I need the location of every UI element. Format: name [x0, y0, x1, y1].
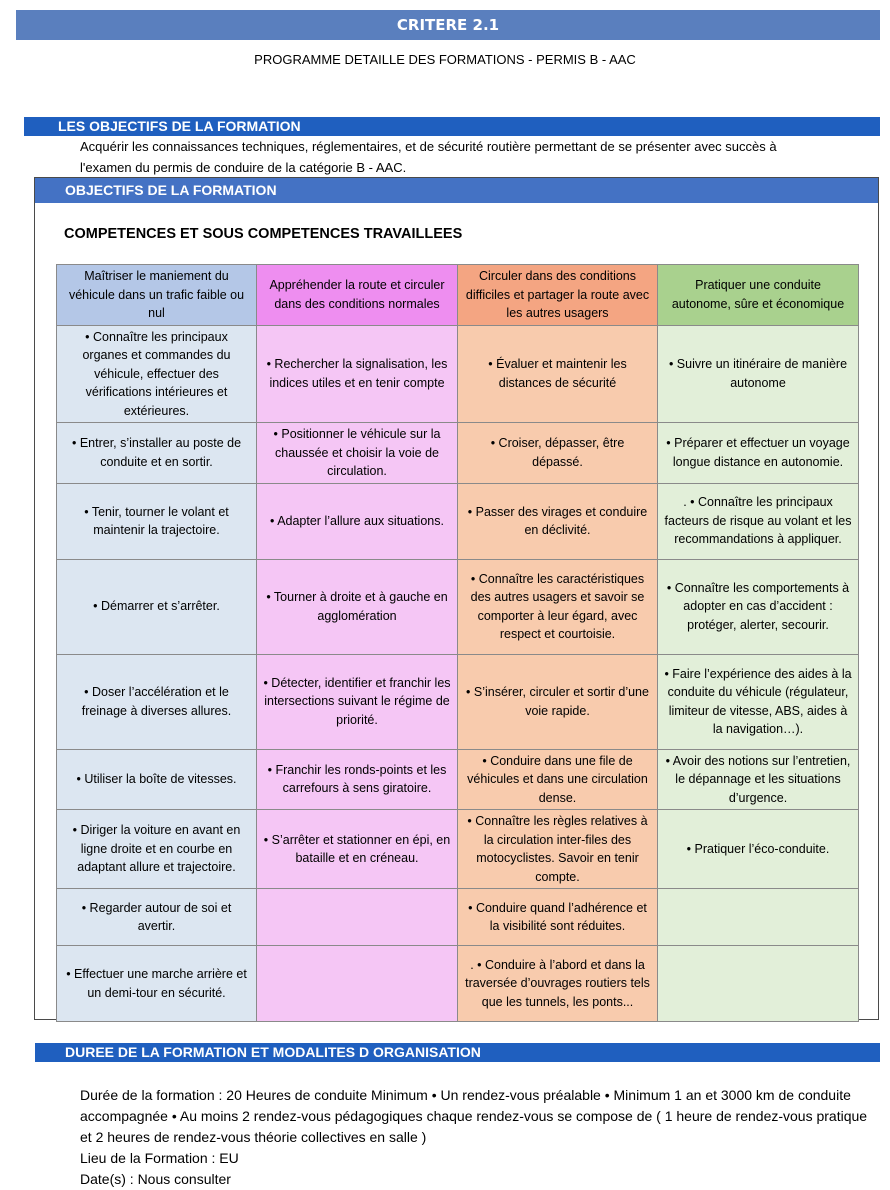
- table-row: [57, 325, 859, 423]
- table-cell: . • Conduire à l’abord et dans la traversée d’ouvrages routiers tels que les tunnels, les ponts...: [458, 946, 658, 1022]
- table-cell: • Regarder autour de soi et avertir.: [57, 889, 257, 946]
- table-cell: • S’insérer, circuler et sortir d’une voie rapide.: [458, 654, 658, 749]
- table-row: [57, 423, 859, 484]
- table-cell: • Positionner le véhicule sur la chaussée et choisir la voie de circulation.: [257, 423, 458, 484]
- table-cell: • Effectuer une marche arrière et un demi-tour en sécurité.: [57, 946, 257, 1022]
- duree-section-title: DUREE DE LA FORMATION ET MODALITES D ORGANISATION: [35, 1043, 880, 1062]
- table-cell: • Adapter l’allure aux situations.: [257, 483, 458, 559]
- table-cell: • Préparer et effectuer un voyage longue distance en autonomie.: [658, 423, 859, 484]
- table-cell: • Tenir, tourner le volant et maintenir la trajectoire.: [57, 483, 257, 559]
- lieu-text: Lieu de la Formation : EU: [80, 1150, 239, 1166]
- table-cell: • Croiser, dépasser, être dépassé.: [458, 423, 658, 484]
- table-cell: • Faire l’expérience des aides à la conduite du véhicule (régulateur, limiteur de vitesse, ABS, aides à la navigation…).: [658, 654, 859, 749]
- formation-box-title: OBJECTIFS DE LA FORMATION: [35, 178, 878, 203]
- table-cell: • S’arrêter et stationner en épi, en bataille et en créneau.: [257, 810, 458, 889]
- table-row: [57, 654, 859, 749]
- table-cell: • Utiliser la boîte de vitesses.: [57, 749, 257, 810]
- table-cell: • Rechercher la signalisation, les indices utiles et en tenir compte: [257, 325, 458, 423]
- table-cell: • Tourner à droite et à gauche en agglomération: [257, 559, 458, 654]
- table-row: [57, 889, 859, 946]
- table-cell: • Pratiquer l’éco-conduite.: [658, 810, 859, 889]
- table-cell: • Conduire quand l’adhérence et la visibilité sont réduites.: [458, 889, 658, 946]
- table-cell: • Suivre un itinéraire de manière autonome: [658, 325, 859, 423]
- objectives-text: Acquérir les connaissances techniques, réglementaires, et de sécurité routière permettant de se présenter avec succès à l'examen du permis de conduire de la catégorie B - AAC.: [80, 139, 777, 175]
- table-row: [57, 483, 859, 559]
- header-cell: Maîtriser le maniement du véhicule dans un trafic faible ou nul: [57, 265, 257, 326]
- table-cell: • Doser l’accélération et le freinage à diverses allures.: [57, 654, 257, 749]
- table-cell: • Diriger la voiture en avant en ligne droite et en courbe en adaptant allure et trajectoire.: [57, 810, 257, 889]
- header-cell: Appréhender la route et circuler dans des conditions normales: [257, 265, 458, 326]
- competences-table: [56, 264, 859, 1022]
- table-cell: • Connaître les règles relatives à la circulation inter-files des motocyclistes. Savoir en tenir compte.: [458, 810, 658, 889]
- table-row: [57, 559, 859, 654]
- duree-section-body: [80, 1085, 870, 1190]
- table-cell: • Franchir les ronds-points et les carrefours à sens giratoire.: [257, 749, 458, 810]
- duree-text: Durée de la formation : 20 Heures de conduite Minimum • Un rendez-vous préalable • Minimum 1 an et 3000 km de conduite accompagnée • Au moins 2 rendez-vous pédagogiques chaque rendez-vous se compose de ( 1 heure de rendez-vous pratique et 2 heures de rendez-vous théorie collectives en salle ): [80, 1087, 868, 1145]
- table-cell: [257, 889, 458, 946]
- dates-text: Date(s) : Nous consulter: [80, 1171, 231, 1187]
- table-row: [57, 810, 859, 889]
- table-header-row: [57, 265, 859, 326]
- table-cell: • Entrer, s’installer au poste de conduite et en sortir.: [57, 423, 257, 484]
- table-row: [57, 749, 859, 810]
- table-cell: • Connaître les principaux organes et commandes du véhicule, effectuer des vérifications intérieures et extérieures.: [57, 325, 257, 423]
- table-row: [57, 946, 859, 1022]
- table-cell: • Passer des virages et conduire en déclivité.: [458, 483, 658, 559]
- table-cell: • Connaître les comportements à adopter en cas d’accident : protéger, alerter, secourir.: [658, 559, 859, 654]
- critere-banner: CRITERE 2.1: [16, 10, 880, 40]
- objectives-section-title: LES OBJECTIFS DE LA FORMATION: [24, 117, 880, 136]
- table-cell: • Démarrer et s’arrêter.: [57, 559, 257, 654]
- table-cell: • Connaître les caractéristiques des autres usagers et savoir se comporter à leur égard, avec respect et courtoisie.: [458, 559, 658, 654]
- page-subtitle: PROGRAMME DETAILLE DES FORMATIONS - PERMIS B - AAC: [254, 52, 636, 67]
- table-cell: • Détecter, identifier et franchir les intersections suivant le régime de priorité.: [257, 654, 458, 749]
- competences-title: COMPETENCES ET SOUS COMPETENCES TRAVAILLEES: [64, 226, 463, 242]
- table-cell: [658, 946, 859, 1022]
- table-cell: [257, 946, 458, 1022]
- header-cell: Pratiquer une conduite autonome, sûre et économique: [658, 265, 859, 326]
- table-cell: [658, 889, 859, 946]
- table-cell: • Évaluer et maintenir les distances de sécurité: [458, 325, 658, 423]
- table-cell: • Conduire dans une file de véhicules et dans une circulation dense.: [458, 749, 658, 810]
- table-cell: . • Connaître les principaux facteurs de risque au volant et les recommandations à appliquer.: [658, 483, 859, 559]
- header-cell: Circuler dans des conditions difficiles et partager la route avec les autres usagers: [458, 265, 658, 326]
- table-cell: • Avoir des notions sur l’entretien, le dépannage et les situations d’urgence.: [658, 749, 859, 810]
